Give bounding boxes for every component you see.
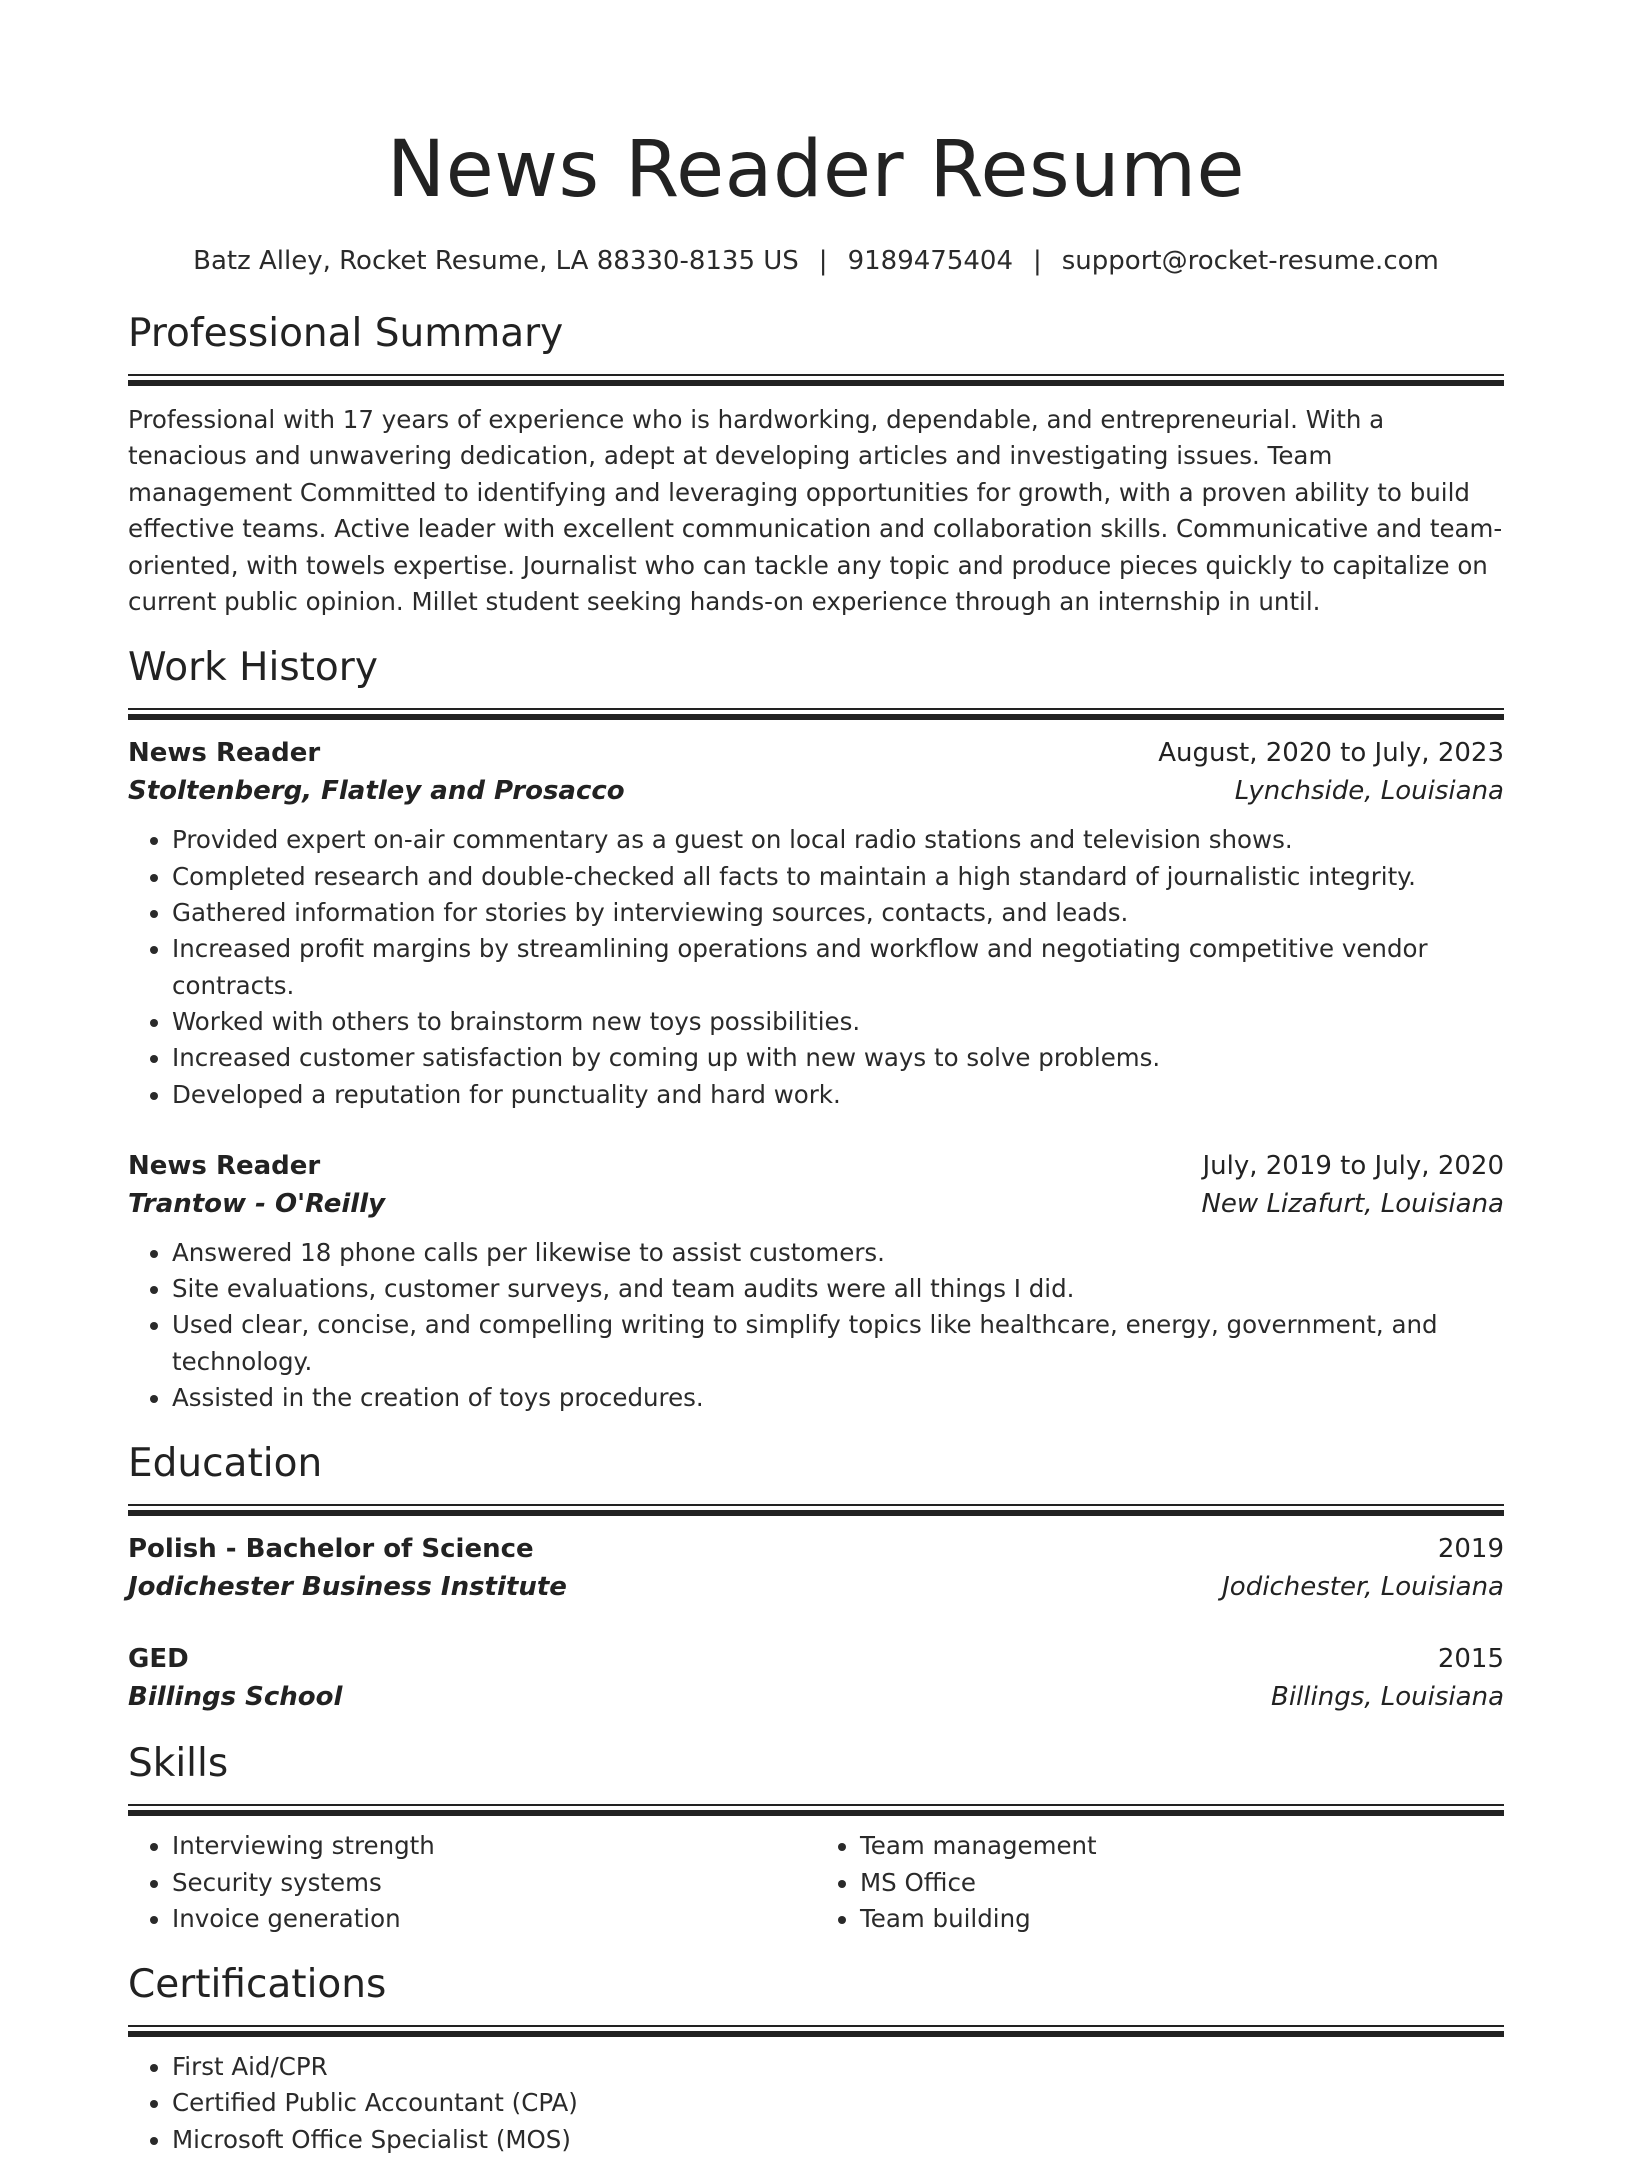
summary-text: Professional with 17 years of experience who is hardworking, dependable, and entrepreneurial. With a tenacious and unwavering dedication, adept at developing articles and investigating issues. Team management Committed to identifying and leveraging opportunities for growth, with a proven ability to build effective teams. Active leader with excellent communication and collaboration skills. Communicative and team-oriented, with towels expertise. Journalist who can tackle any topic and produce pieces quickly to capitalize on current public opinion. Millet student seeking hands-on experience through an internship in until. — [128, 405, 1503, 617]
list-item: • Certified Public Accountant (CPA) — [172, 2085, 1504, 2121]
list-item: • Site evaluations, customer surveys, and team audits were all things I did. — [172, 1271, 1504, 1307]
page-title: News Reader Resume — [386, 125, 1246, 215]
section-divider — [128, 708, 1504, 720]
certifications-list — [128, 2049, 1504, 2158]
section-divider — [128, 2025, 1504, 2037]
contact-email: support@rocket-resume.com — [1061, 246, 1439, 276]
section-divider — [128, 374, 1504, 386]
list-item: • Team management — [860, 1828, 1504, 1864]
education-location: Billings, Louisiana — [1271, 1682, 1504, 1713]
skills-column-left — [128, 1828, 816, 1937]
contact-separator: | — [1032, 246, 1042, 276]
job-bullets — [128, 822, 1504, 1112]
list-item: • Team building — [860, 1901, 1504, 1937]
education-entry — [128, 1640, 1504, 1716]
contact-separator: | — [818, 246, 828, 276]
education-degree: Polish - Bachelor of Science — [128, 1534, 534, 1565]
education-location: Jodichester, Louisiana — [1222, 1572, 1504, 1603]
skills-column-right — [816, 1828, 1504, 1937]
list-item: • Assisted in the creation of toys procedures. — [172, 1380, 1504, 1416]
list-item: • Microsoft Office Specialist (MOS) — [172, 2122, 1504, 2158]
job-location: Lynchside, Louisiana — [1234, 776, 1504, 807]
job-dates: August, 2020 to July, 2023 — [1158, 738, 1504, 769]
list-item: • Security systems — [172, 1865, 816, 1901]
list-item: • Interviewing strength — [172, 1828, 816, 1864]
job-title: News Reader — [128, 738, 321, 769]
work-history-section — [128, 642, 1504, 1416]
education-section — [128, 1438, 1504, 1716]
list-item: • Increased customer satisfaction by coming up with new ways to solve problems. — [172, 1040, 1504, 1076]
education-year: 2015 — [1437, 1644, 1504, 1675]
education-entry — [128, 1530, 1504, 1606]
list-item: • Completed research and double-checked all facts to maintain a high standard of journalistic integrity. — [172, 859, 1504, 895]
education-degree: GED — [128, 1644, 189, 1675]
education-school: Jodichester Business Institute — [128, 1572, 567, 1603]
section-divider — [128, 1504, 1504, 1516]
education-school: Billings School — [128, 1682, 343, 1713]
list-item: • Developed a reputation for punctuality and hard work. — [172, 1077, 1504, 1113]
job-entry — [128, 1147, 1504, 1416]
section-heading-education: Education — [128, 1441, 323, 1487]
job-company: Stoltenberg, Flatley and Prosacco — [128, 776, 625, 807]
summary-section — [128, 308, 1504, 620]
contact-phone: 9189475404 — [847, 246, 1013, 276]
section-heading-skills: Skills — [128, 1741, 229, 1787]
contact-address: Batz Alley, Rocket Resume, LA 88330-8135 US — [193, 246, 799, 276]
section-divider — [128, 1804, 1504, 1816]
skills-grid — [128, 1828, 1504, 1937]
list-item: • Used clear, concise, and compelling writing to simplify topics like healthcare, energy, government, and technology. — [172, 1307, 1504, 1380]
list-item: • First Aid/CPR — [172, 2049, 1504, 2085]
list-item: • Answered 18 phone calls per likewise to assist customers. — [172, 1235, 1504, 1271]
section-heading-certifications: Certifications — [128, 1962, 387, 2008]
section-heading-work-history: Work History — [128, 645, 378, 691]
skills-section — [128, 1738, 1504, 1937]
list-item: • MS Office — [860, 1865, 1504, 1901]
list-item: • Invoice generation — [172, 1901, 816, 1937]
job-company: Trantow - O'Reilly — [128, 1188, 386, 1219]
education-year: 2019 — [1437, 1534, 1504, 1565]
list-item: • Provided expert on-air commentary as a guest on local radio stations and television shows. — [172, 822, 1504, 858]
job-location: New Lizafurt, Louisiana — [1201, 1188, 1504, 1219]
list-item: • Gathered information for stories by interviewing sources, contacts, and leads. — [172, 895, 1504, 931]
job-bullets — [128, 1235, 1504, 1416]
list-item: • Worked with others to brainstorm new toys possibilities. — [172, 1004, 1504, 1040]
list-item: • Increased profit margins by streamlining operations and workflow and negotiating competitive vendor contracts. — [172, 931, 1504, 1004]
job-dates: July, 2019 to July, 2020 — [1202, 1150, 1504, 1181]
job-title: News Reader — [128, 1150, 321, 1181]
contact-line — [128, 244, 1504, 278]
job-entry — [128, 734, 1504, 1112]
certifications-section — [128, 1959, 1504, 2158]
section-heading-summary: Professional Summary — [128, 311, 564, 356]
